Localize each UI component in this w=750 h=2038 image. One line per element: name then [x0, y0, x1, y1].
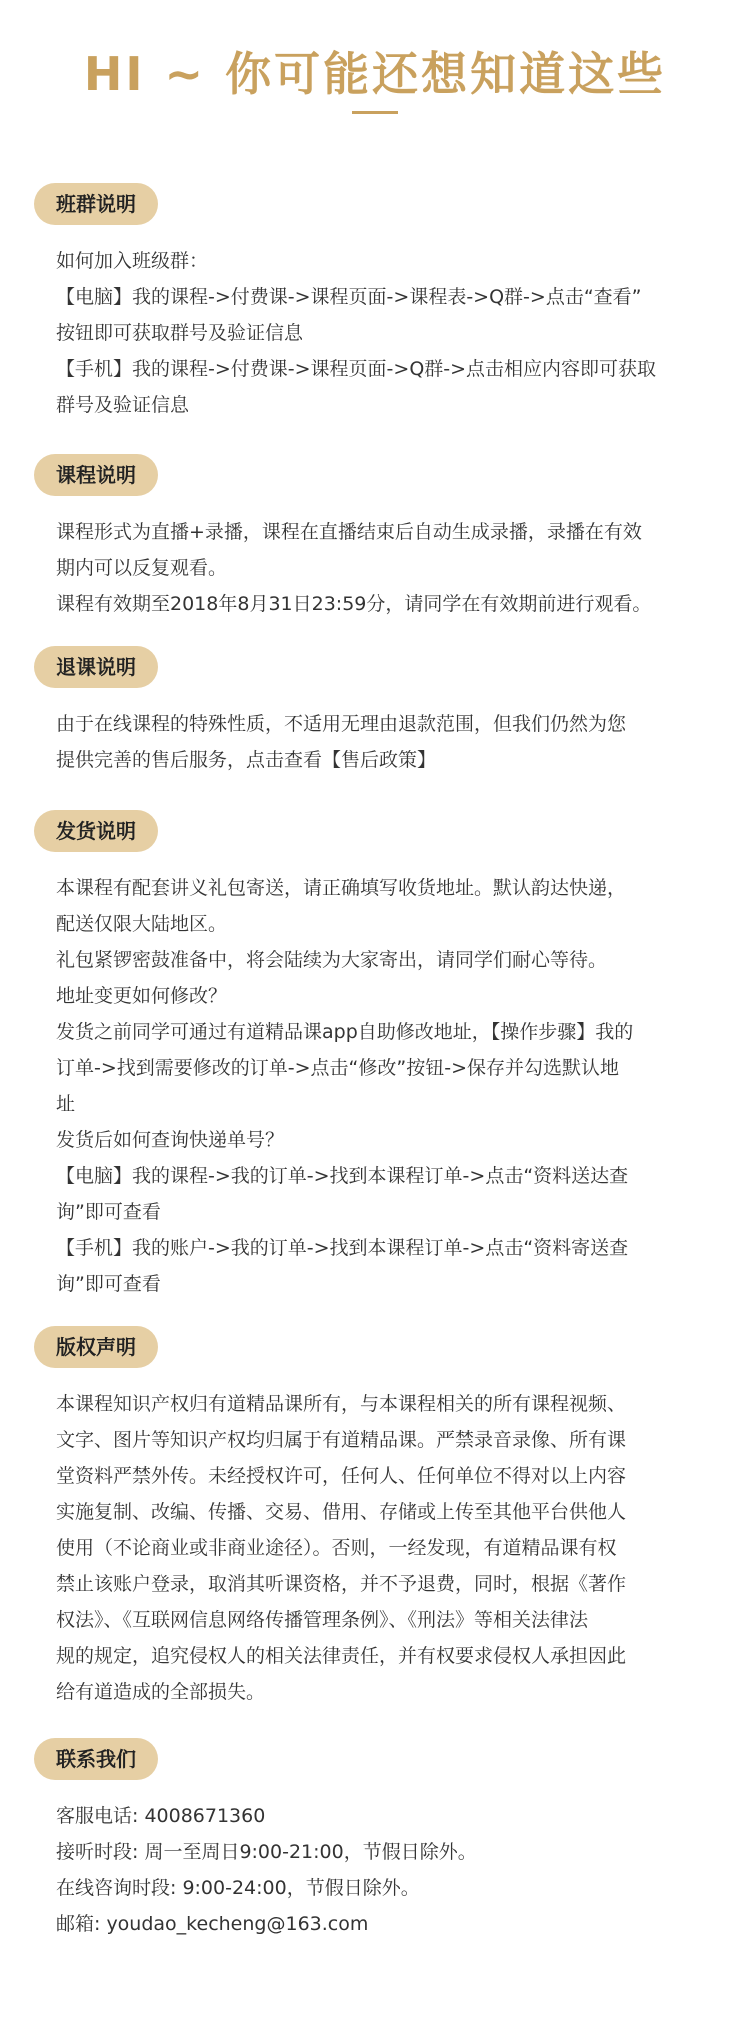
- section-heading: 版权声明: [34, 1326, 158, 1368]
- section-heading: 发货说明: [34, 810, 158, 852]
- content-line: 【手机】我的账户->我的订单->找到本课程订单->点击“资料寄送查: [56, 1237, 629, 1259]
- content-line: 配送仅限大陆地区。: [56, 913, 228, 935]
- content-line: 询”即可查看: [56, 1273, 161, 1295]
- content-line: 址: [56, 1093, 76, 1115]
- content-line: 询”即可查看: [56, 1201, 161, 1223]
- content-line: 课程形式为直播+录播，课程在直播结束后自动生成录播，录播在有效: [56, 521, 642, 543]
- section-content: [34, 514, 724, 622]
- content-line: 【电脑】我的课程->付费课->课程页面->课程表->Q群->点击“查看”: [56, 286, 642, 308]
- section-content: [34, 706, 724, 778]
- section-shipping: [34, 810, 724, 1302]
- content-line: 规的规定，追究侵权人的相关法律责任，并有权要求侵权人承担因此: [56, 1645, 627, 1667]
- section-contact: [34, 1738, 724, 1942]
- content-line: 发货后如何查询快递单号？: [56, 1129, 285, 1151]
- content-line: 权法》、《互联网信息网络传播管理条例》、《刑法》等相关法律法: [56, 1609, 589, 1631]
- section-heading: 课程说明: [34, 454, 158, 496]
- content-line: 本课程有配套讲义礼包寄送，请正确填写收货地址。默认韵达快递，: [56, 877, 627, 899]
- contact-email: 邮箱: youdao_kecheng@163.com: [56, 1913, 369, 1935]
- content-line: 群号及验证信息: [56, 394, 190, 416]
- contact-hours: 接听时段: 周一至周日9:00-21:00，节假日除外。: [56, 1841, 477, 1863]
- content-line: 订单->找到需要修改的订单->点击“修改”按钮->保存并勾选默认地: [56, 1057, 620, 1079]
- content-line: 礼包紧锣密鼓准备中，将会陆续为大家寄出，请同学们耐心等待。: [56, 949, 608, 971]
- content-line: 使用（不论商业或非商业途径）。否则，一经发现，有道精品课有权: [56, 1537, 617, 1559]
- section-heading: 退课说明: [34, 646, 158, 688]
- section-class-group: [34, 183, 724, 423]
- content-line: 【手机】我的课程->付费课->课程页面->Q群->点击相应内容即可获取: [56, 358, 657, 380]
- content-line: 课程有效期至2018年8月31日23:59分，请同学在有效期前进行观看。: [56, 593, 652, 615]
- content-line: 地址变更如何修改？: [56, 985, 228, 1007]
- content-line: 如何加入班级群：: [56, 250, 209, 272]
- section-course-info: [34, 454, 724, 622]
- section-heading: 联系我们: [34, 1738, 158, 1780]
- content-line: 文字、图片等知识产权均归属于有道精品课。严禁录音录像、所有课: [56, 1429, 627, 1451]
- section-refund: [34, 646, 724, 778]
- content-line: 实施复制、改编、传播、交易、借用、存储或上传至其他平台供他人: [56, 1501, 627, 1523]
- contact-phone: 客服电话: 4008671360: [56, 1805, 266, 1827]
- section-content: [34, 1798, 724, 1942]
- content-line: 由于在线课程的特殊性质，不适用无理由退款范围，但我们仍然为您: [56, 713, 627, 735]
- content-line: 发货之前同学可通过有道精品课app自助修改地址，【操作步骤】我的: [56, 1021, 634, 1043]
- content-line: 禁止该账户登录，取消其听课资格，并不予退费，同时，根据《著作: [56, 1573, 627, 1595]
- content-line: 【电脑】我的课程->我的订单->找到本课程订单->点击“资料送达查: [56, 1165, 629, 1187]
- content-line: 本课程知识产权归有道精品课所有，与本课程相关的所有课程视频、: [56, 1393, 627, 1415]
- content-line: 提供完善的售后服务，点击查看【售后政策】: [56, 749, 437, 771]
- section-content: [34, 1386, 724, 1710]
- content-line: 堂资料严禁外传。未经授权许可，任何人、任何单位不得对以上内容: [56, 1465, 627, 1487]
- title-underline: [352, 111, 398, 114]
- content-line: 按钮即可获取群号及验证信息: [56, 322, 304, 344]
- content-line: 给有道造成的全部损失。: [56, 1681, 266, 1703]
- content-line: 期内可以反复观看。: [56, 557, 228, 579]
- contact-online-hours: 在线咨询时段: 9:00-24:00，节假日除外。: [56, 1877, 420, 1899]
- section-heading: 班群说明: [34, 183, 158, 225]
- section-copyright: [34, 1326, 724, 1710]
- section-content: [34, 243, 724, 423]
- page-title: HI ~ 你可能还想知道这些: [83, 47, 667, 101]
- section-content: [34, 870, 724, 1302]
